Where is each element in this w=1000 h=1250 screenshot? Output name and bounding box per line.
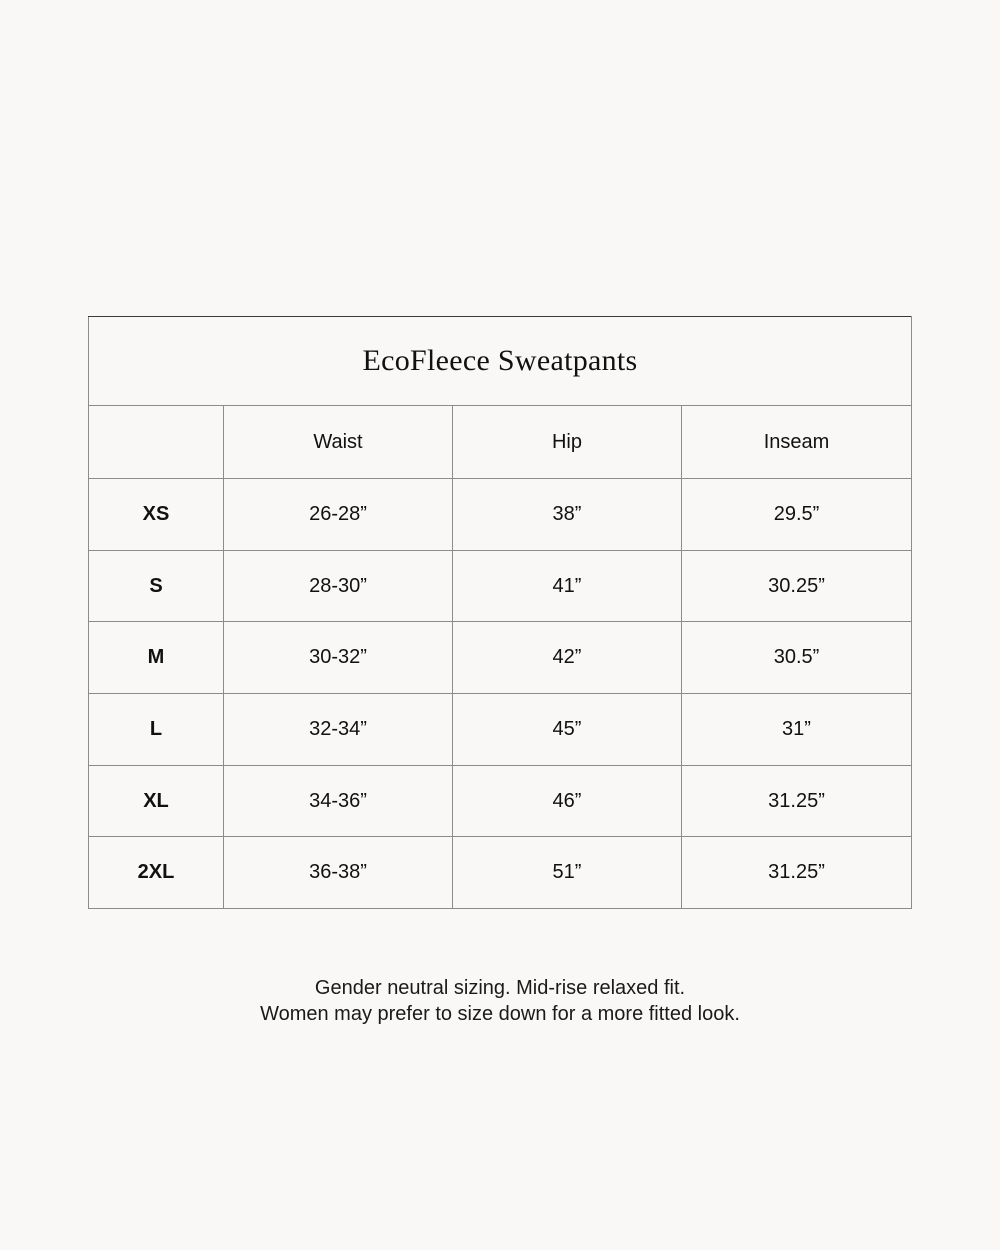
table-row <box>89 550 912 622</box>
inseam-value: 31” <box>682 694 912 766</box>
table-row <box>89 622 912 694</box>
header-hip: Hip <box>453 406 682 479</box>
size-label: M <box>89 622 224 694</box>
inseam-value: 30.5” <box>682 622 912 694</box>
hip-value: 38” <box>453 479 682 551</box>
header-waist: Waist <box>224 406 453 479</box>
inseam-value: 30.25” <box>682 550 912 622</box>
size-label: L <box>89 694 224 766</box>
waist-value: 34-36” <box>224 765 453 837</box>
header-row <box>89 406 912 479</box>
inseam-value: 31.25” <box>682 837 912 909</box>
waist-value: 28-30” <box>224 550 453 622</box>
hip-value: 41” <box>453 550 682 622</box>
footnote-line-2: Women may prefer to size down for a more fitted look. <box>260 1003 740 1025</box>
inseam-value: 29.5” <box>682 479 912 551</box>
size-label: 2XL <box>89 837 224 909</box>
inseam-value: 31.25” <box>682 765 912 837</box>
chart-title: EcoFleece Sweatpants <box>89 317 912 406</box>
hip-value: 42” <box>453 622 682 694</box>
hip-value: 45” <box>453 694 682 766</box>
table-row <box>89 479 912 551</box>
size-label: S <box>89 550 224 622</box>
header-inseam: Inseam <box>682 406 912 479</box>
header-size <box>89 406 224 479</box>
waist-value: 26-28” <box>224 479 453 551</box>
hip-value: 46” <box>453 765 682 837</box>
hip-value: 51” <box>453 837 682 909</box>
title-row <box>89 317 912 406</box>
sizing-footnote <box>0 975 1000 1027</box>
size-label: XL <box>89 765 224 837</box>
waist-value: 30-32” <box>224 622 453 694</box>
footnote-line-1: Gender neutral sizing. Mid-rise relaxed fit. <box>314 977 686 999</box>
table-row <box>89 694 912 766</box>
waist-value: 36-38” <box>224 837 453 909</box>
size-chart-table <box>88 316 912 909</box>
table-row <box>89 837 912 909</box>
table-row <box>89 765 912 837</box>
waist-value: 32-34” <box>224 694 453 766</box>
size-label: XS <box>89 479 224 551</box>
